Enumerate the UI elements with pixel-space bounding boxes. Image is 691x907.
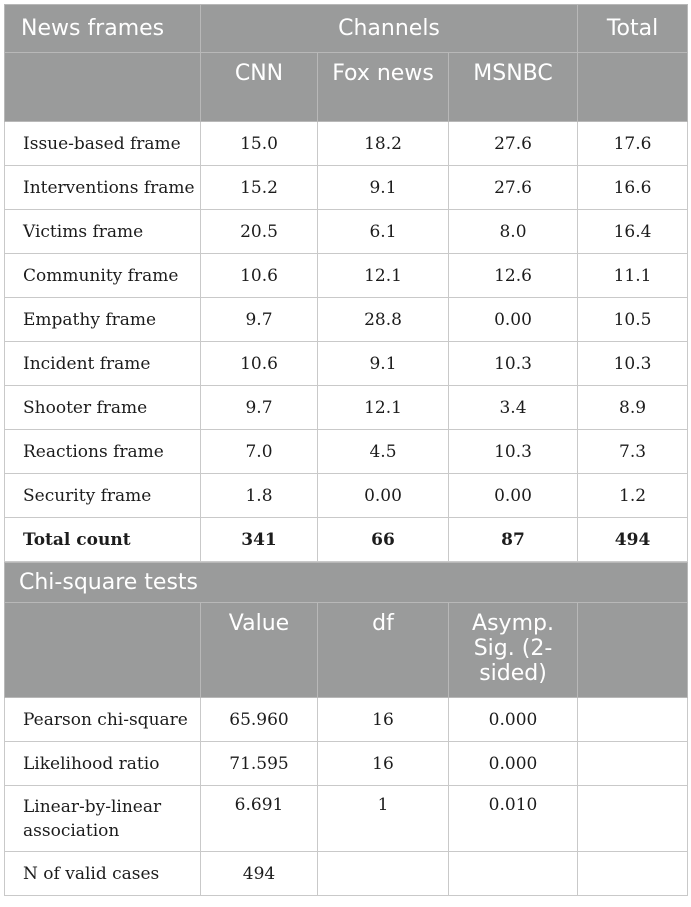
sig-header: Asymp. Sig. (2-sided) (449, 603, 578, 698)
cell-total: 10.5 (578, 298, 688, 342)
cell-df: 1 (318, 786, 449, 852)
frames-chi-square-table (4, 4, 687, 896)
frame-row (5, 122, 688, 166)
row-label: Incident frame (5, 342, 201, 386)
channel-header-fox: Fox news (318, 53, 449, 122)
row-label: Empathy frame (5, 298, 201, 342)
chi-row (5, 698, 688, 742)
total-header: Total (578, 5, 688, 53)
row-label: Reactions frame (5, 430, 201, 474)
news-frames-table (4, 4, 688, 562)
cell-msnbc: 87 (449, 518, 578, 562)
frame-row (5, 210, 688, 254)
cell-value: 6.691 (201, 786, 318, 852)
cell-msnbc: 8.0 (449, 210, 578, 254)
cell-cnn: 15.0 (201, 122, 318, 166)
total-count-row (5, 518, 688, 562)
cell-fox: 0.00 (318, 474, 449, 518)
frame-row (5, 386, 688, 430)
cell-total: 494 (578, 518, 688, 562)
cell-fox: 6.1 (318, 210, 449, 254)
cell-fox: 18.2 (318, 122, 449, 166)
frame-row (5, 166, 688, 210)
cell-msnbc: 27.6 (449, 166, 578, 210)
cell-df (318, 852, 449, 896)
chi-row (5, 742, 688, 786)
row-label: N of valid cases (5, 852, 201, 896)
header-row-channels (5, 53, 688, 122)
cell-sig: 0.010 (449, 786, 578, 852)
row-label: Issue-based frame (5, 122, 201, 166)
value-header: Value (201, 603, 318, 698)
row-label: Linear-by-linear association (5, 786, 201, 852)
row-label: Security frame (5, 474, 201, 518)
row-label: Victims frame (5, 210, 201, 254)
row-label: Likelihood ratio (5, 742, 201, 786)
row-label: Community frame (5, 254, 201, 298)
cell-total: 17.6 (578, 122, 688, 166)
empty-header-cell (5, 53, 201, 122)
df-header: df (318, 603, 449, 698)
cell-fox: 9.1 (318, 342, 449, 386)
cell-empty (578, 698, 688, 742)
cell-empty (578, 742, 688, 786)
cell-sig: 0.000 (449, 698, 578, 742)
cell-total: 16.6 (578, 166, 688, 210)
cell-msnbc: 27.6 (449, 122, 578, 166)
row-label: Interventions frame (5, 166, 201, 210)
chi-title-row (5, 563, 688, 603)
channels-header: Channels (201, 5, 578, 53)
frame-row (5, 298, 688, 342)
row-label: Shooter frame (5, 386, 201, 430)
chi-row (5, 852, 688, 896)
cell-cnn: 20.5 (201, 210, 318, 254)
cell-cnn: 9.7 (201, 386, 318, 430)
cell-df: 16 (318, 698, 449, 742)
cell-cnn: 15.2 (201, 166, 318, 210)
cell-msnbc: 3.4 (449, 386, 578, 430)
cell-msnbc: 0.00 (449, 474, 578, 518)
cell-fox: 12.1 (318, 386, 449, 430)
frame-row (5, 254, 688, 298)
chi-square-table (4, 562, 688, 896)
channel-header-msnbc: MSNBC (449, 53, 578, 122)
empty-header-cell (5, 603, 201, 698)
chi-row (5, 786, 688, 852)
cell-value: 71.595 (201, 742, 318, 786)
news-frames-header: News frames (5, 5, 201, 53)
cell-value: 494 (201, 852, 318, 896)
channel-header-cnn: CNN (201, 53, 318, 122)
cell-cnn: 341 (201, 518, 318, 562)
cell-total: 11.1 (578, 254, 688, 298)
cell-total: 10.3 (578, 342, 688, 386)
cell-sig: 0.000 (449, 742, 578, 786)
chi-header-row (5, 603, 688, 698)
cell-cnn: 1.8 (201, 474, 318, 518)
cell-empty (578, 852, 688, 896)
frame-row (5, 474, 688, 518)
cell-empty (578, 786, 688, 852)
cell-cnn: 9.7 (201, 298, 318, 342)
frame-row (5, 342, 688, 386)
cell-msnbc: 0.00 (449, 298, 578, 342)
empty-header-cell (578, 53, 688, 122)
empty-header-cell (578, 603, 688, 698)
row-label: Total count (5, 518, 201, 562)
cell-total: 16.4 (578, 210, 688, 254)
cell-msnbc: 10.3 (449, 342, 578, 386)
cell-total: 1.2 (578, 474, 688, 518)
cell-total: 8.9 (578, 386, 688, 430)
chi-square-title: Chi-square tests (5, 563, 688, 603)
cell-sig (449, 852, 578, 896)
header-row-top (5, 5, 688, 53)
cell-fox: 4.5 (318, 430, 449, 474)
row-label: Pearson chi-square (5, 698, 201, 742)
cell-cnn: 7.0 (201, 430, 318, 474)
cell-fox: 9.1 (318, 166, 449, 210)
cell-df: 16 (318, 742, 449, 786)
cell-fox: 66 (318, 518, 449, 562)
cell-fox: 12.1 (318, 254, 449, 298)
frame-row (5, 430, 688, 474)
cell-cnn: 10.6 (201, 342, 318, 386)
cell-cnn: 10.6 (201, 254, 318, 298)
cell-fox: 28.8 (318, 298, 449, 342)
cell-value: 65.960 (201, 698, 318, 742)
cell-msnbc: 12.6 (449, 254, 578, 298)
cell-msnbc: 10.3 (449, 430, 578, 474)
cell-total: 7.3 (578, 430, 688, 474)
